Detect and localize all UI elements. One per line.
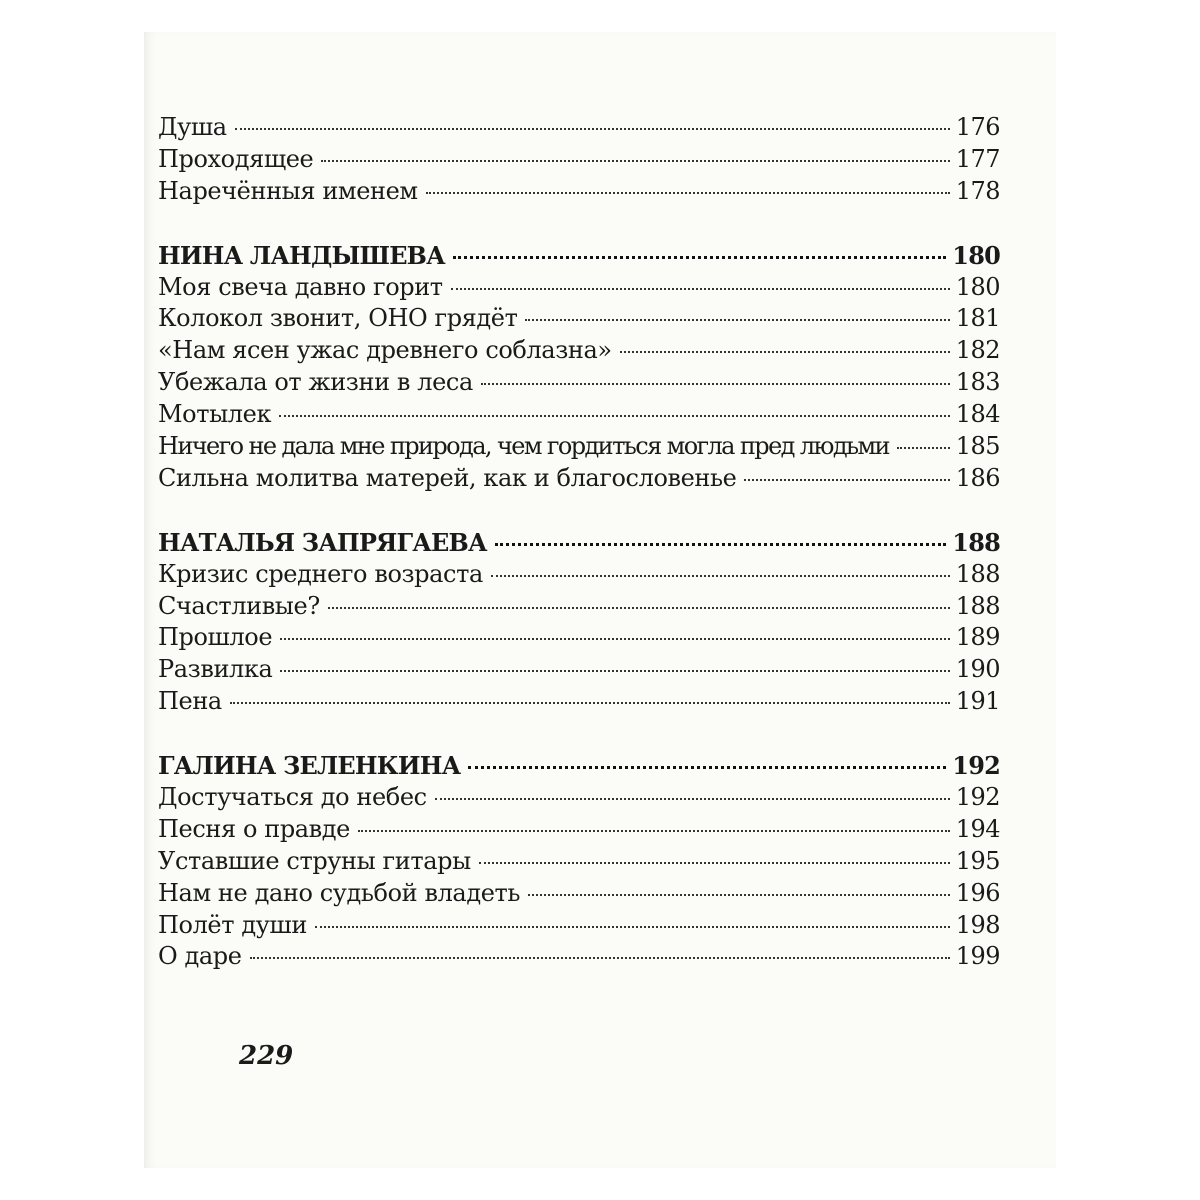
toc-entry-title: Развилка — [158, 655, 273, 684]
dot-leader — [315, 926, 950, 928]
dot-leader — [481, 383, 950, 385]
toc-entry — [158, 622, 1000, 654]
toc-entry — [158, 367, 1000, 399]
toc-entry — [158, 303, 1000, 335]
dot-leader — [321, 160, 949, 162]
toc-entry-title: Сильна молитва матерей, как и благословенье — [158, 463, 737, 492]
author-page: 188 — [952, 527, 1000, 557]
toc-entry-title: Проходящее — [158, 144, 314, 173]
toc-entry-title: Моя свеча давно горит — [158, 272, 443, 301]
toc-entry — [158, 654, 1000, 686]
toc-author-heading — [158, 527, 1000, 559]
dot-leader — [426, 192, 950, 194]
toc-entry-page: 189 — [955, 623, 1000, 652]
toc-entry-page: 186 — [955, 463, 1000, 492]
toc-entry-title: Полёт души — [158, 910, 307, 939]
toc-entry-page: 194 — [955, 814, 1000, 843]
toc-entry — [158, 431, 1000, 463]
toc-entry-title: «Нам ясен ужас древнего соблазна» — [158, 336, 612, 365]
toc-entry-title: Колокол звонит, ОНО грядёт — [158, 304, 518, 333]
toc-entry-title: Пена — [158, 687, 222, 716]
toc-section-zapryagaeva — [158, 527, 1000, 718]
dot-leader — [620, 351, 950, 353]
dot-leader — [525, 319, 949, 321]
toc-entry-page: 190 — [955, 655, 1000, 684]
toc-entry — [158, 335, 1000, 367]
toc-entry — [158, 591, 1000, 623]
toc-entry-page: 184 — [955, 400, 1000, 429]
toc-entry-page: 196 — [955, 878, 1000, 907]
dot-leader — [280, 670, 949, 672]
toc-entry — [158, 782, 1000, 814]
dot-leader — [897, 447, 950, 449]
toc-entry-title: Песня о правде — [158, 814, 350, 843]
dot-leader — [435, 798, 950, 800]
table-of-contents — [158, 112, 1000, 1005]
toc-entry — [158, 910, 1000, 942]
toc-entry-page: 198 — [955, 910, 1000, 939]
page-number: 229 — [239, 1041, 294, 1071]
toc-entry-page: 188 — [955, 559, 1000, 588]
toc-entry — [158, 846, 1000, 878]
toc-entry-page: 183 — [955, 368, 1000, 397]
toc-author-heading — [158, 750, 1000, 782]
toc-entry-page: 182 — [955, 336, 1000, 365]
author-page: 192 — [952, 751, 1000, 781]
toc-entry-title: Уставшие струны гитары — [158, 846, 471, 875]
toc-entry-page: 191 — [955, 687, 1000, 716]
toc-entry-page: 176 — [955, 113, 1000, 141]
toc-entry-page: 188 — [955, 591, 1000, 620]
toc-entry — [158, 878, 1000, 910]
toc-entry-page: 195 — [955, 846, 1000, 875]
toc-entry — [158, 176, 1000, 208]
toc-entry — [158, 144, 1000, 176]
toc-entry — [158, 814, 1000, 846]
toc-entry-title: Душа — [158, 113, 227, 141]
toc-entry-page: 180 — [955, 272, 1000, 301]
dot-leader — [328, 607, 950, 609]
toc-entry-title: Ничего не дала мне природа, чем гордиться могла пред людьми — [158, 432, 889, 461]
dot-leader — [250, 957, 950, 959]
toc-entry-title: О даре — [158, 942, 242, 971]
toc-entry — [158, 941, 1000, 973]
dot-leader — [468, 766, 946, 769]
toc-entry-title: Убежала от жизни в леса — [158, 368, 473, 397]
toc-entry-page: 185 — [955, 432, 1000, 461]
dot-leader — [451, 288, 950, 290]
dot-leader — [744, 479, 949, 481]
toc-entry-title: Счастливые? — [158, 591, 320, 620]
author-name: ГАЛИНА ЗЕЛЕНКИНА — [158, 751, 461, 781]
toc-entry — [158, 559, 1000, 591]
toc-section-continued — [158, 112, 1000, 208]
dot-leader — [495, 543, 947, 546]
dot-leader — [235, 128, 950, 130]
author-page: 180 — [952, 240, 1000, 270]
author-name: НАТАЛЬЯ ЗАПРЯГАЕВА — [158, 527, 487, 557]
dot-leader — [358, 830, 950, 832]
toc-section-zelenkina — [158, 750, 1000, 973]
toc-entry-title: Прошлое — [158, 623, 273, 652]
dot-leader — [528, 894, 950, 896]
dot-leader — [280, 638, 950, 640]
toc-section-landysheva — [158, 240, 1000, 495]
toc-entry-page: 192 — [955, 783, 1000, 812]
dot-leader — [479, 862, 950, 864]
toc-entry — [158, 272, 1000, 304]
toc-entry-title: Кризис среднего возраста — [158, 559, 483, 588]
toc-author-heading — [158, 240, 1000, 272]
toc-entry-title: Мотылек — [158, 400, 272, 429]
toc-entry-page: 178 — [955, 176, 1000, 205]
toc-entry-title: Наречённыя именем — [158, 176, 418, 205]
toc-entry-page: 181 — [955, 304, 1000, 333]
dot-leader — [453, 256, 946, 259]
author-name: НИНА ЛАНДЫШЕВА — [158, 240, 445, 270]
toc-entry-page: 177 — [955, 144, 1000, 173]
toc-entry — [158, 686, 1000, 718]
toc-entry-title: Нам не дано судьбой владеть — [158, 878, 521, 907]
dot-leader — [491, 575, 950, 577]
toc-entry-title: Достучаться до небес — [158, 783, 427, 812]
dot-leader — [230, 702, 950, 704]
dot-leader — [279, 415, 950, 417]
toc-entry — [158, 463, 1000, 495]
toc-entry — [158, 399, 1000, 431]
toc-entry — [158, 112, 1000, 144]
toc-entry-page: 199 — [955, 942, 1000, 971]
